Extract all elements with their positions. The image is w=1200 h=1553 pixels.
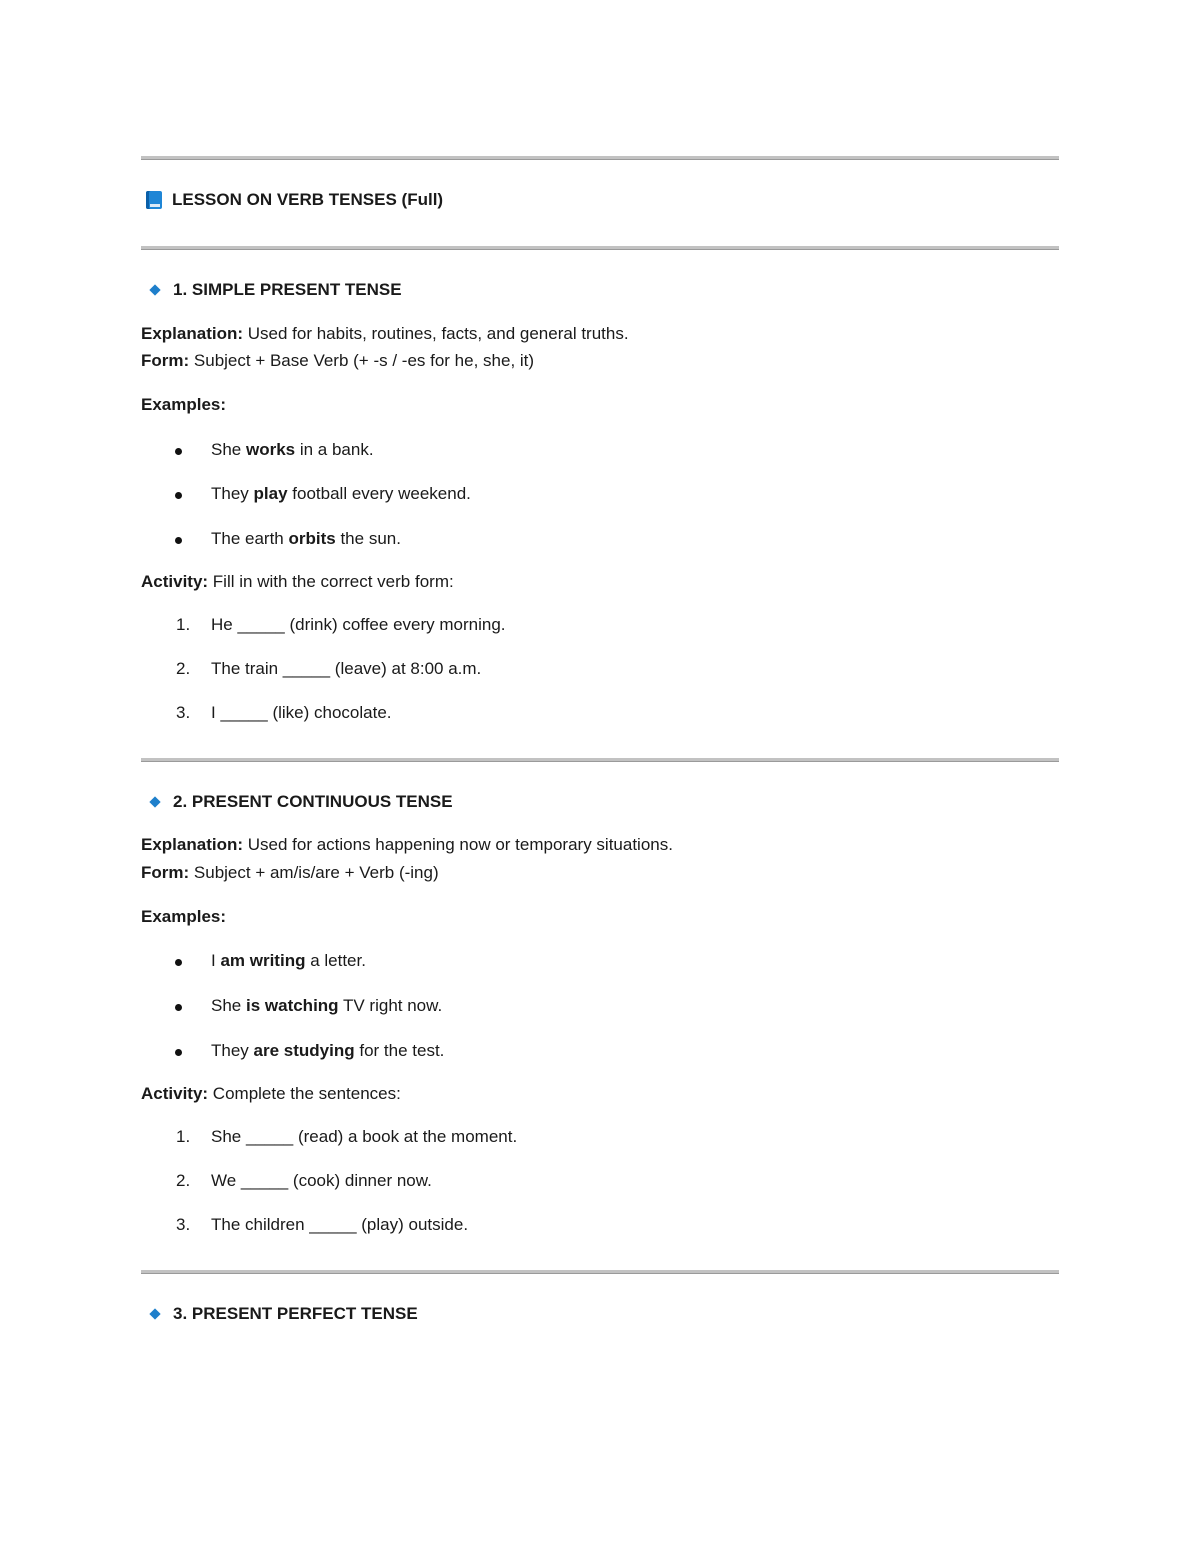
activity-item-text: I _____ (like) chocolate. bbox=[211, 703, 392, 722]
divider bbox=[141, 156, 1059, 160]
examples-label: Examples: bbox=[141, 395, 227, 414]
item-number: 2. bbox=[176, 659, 191, 678]
bullet-icon bbox=[175, 492, 182, 499]
section-heading bbox=[141, 791, 453, 813]
activity-item-text: The train _____ (leave) at 8:00 a.m. bbox=[211, 659, 482, 678]
item-number: 3. bbox=[176, 1215, 191, 1234]
section-heading-text: 2. PRESENT CONTINUOUS TENSE bbox=[173, 792, 453, 811]
item-number: 1. bbox=[176, 1127, 191, 1146]
activity-text: Complete the sentences: bbox=[208, 1084, 401, 1103]
divider bbox=[141, 246, 1059, 250]
divider bbox=[141, 1270, 1059, 1274]
activity-item-text: We _____ (cook) dinner now. bbox=[211, 1171, 432, 1190]
activity-item-text: She _____ (read) a book at the moment. bbox=[211, 1127, 518, 1146]
bullet-icon bbox=[175, 1049, 182, 1056]
explanation-text: Used for habits, routines, facts, and general truths. bbox=[243, 324, 629, 343]
form-text: Subject + am/is/are + Verb (-ing) bbox=[189, 863, 439, 882]
bullet-icon bbox=[175, 959, 182, 966]
book-icon bbox=[146, 191, 162, 209]
bullet-icon bbox=[175, 448, 182, 455]
example-text: They are studying for the test. bbox=[211, 1041, 445, 1060]
example-text: She works in a bank. bbox=[211, 440, 374, 459]
bullet-icon bbox=[175, 1004, 182, 1011]
explanation-label: Explanation: bbox=[141, 324, 244, 343]
form-label: Form: bbox=[141, 863, 190, 882]
activity-item-text: He _____ (drink) coffee every morning. bbox=[211, 615, 506, 634]
form-text: Subject + Base Verb (+ -s / -es for he, she, it) bbox=[189, 351, 535, 370]
bullet-icon bbox=[175, 537, 182, 544]
explanation-label: Explanation: bbox=[141, 835, 244, 854]
explanation-text: Used for actions happening now or temporary situations. bbox=[243, 835, 673, 854]
example-text: I am writing a letter. bbox=[211, 951, 366, 970]
page-title-text: LESSON ON VERB TENSES (Full) bbox=[172, 190, 444, 209]
activity-label: Activity: bbox=[141, 572, 209, 591]
section-heading bbox=[141, 279, 402, 301]
item-number: 3. bbox=[176, 703, 191, 722]
item-number: 1. bbox=[176, 615, 191, 634]
explanation bbox=[141, 834, 673, 856]
section-heading bbox=[141, 1303, 418, 1325]
activity bbox=[141, 1083, 401, 1105]
divider bbox=[141, 758, 1059, 762]
explanation bbox=[141, 323, 629, 345]
activity-text: Fill in with the correct verb form: bbox=[208, 572, 454, 591]
form-label: Form: bbox=[141, 351, 190, 370]
diamond-icon bbox=[149, 796, 160, 807]
form bbox=[141, 862, 439, 884]
page-title bbox=[141, 189, 443, 211]
item-number: 2. bbox=[176, 1171, 191, 1190]
diamond-icon bbox=[149, 1308, 160, 1319]
section-heading-text: 1. SIMPLE PRESENT TENSE bbox=[173, 280, 402, 299]
activity-item-text: The children _____ (play) outside. bbox=[211, 1215, 469, 1234]
example-text: She is watching TV right now. bbox=[211, 996, 443, 1015]
section-heading-text: 3. PRESENT PERFECT TENSE bbox=[173, 1304, 418, 1323]
examples-label: Examples: bbox=[141, 907, 227, 926]
diamond-icon bbox=[149, 284, 160, 295]
form bbox=[141, 350, 534, 372]
example-text: They play football every weekend. bbox=[211, 484, 471, 503]
activity bbox=[141, 571, 454, 593]
activity-label: Activity: bbox=[141, 1084, 209, 1103]
example-text: The earth orbits the sun. bbox=[211, 529, 401, 548]
